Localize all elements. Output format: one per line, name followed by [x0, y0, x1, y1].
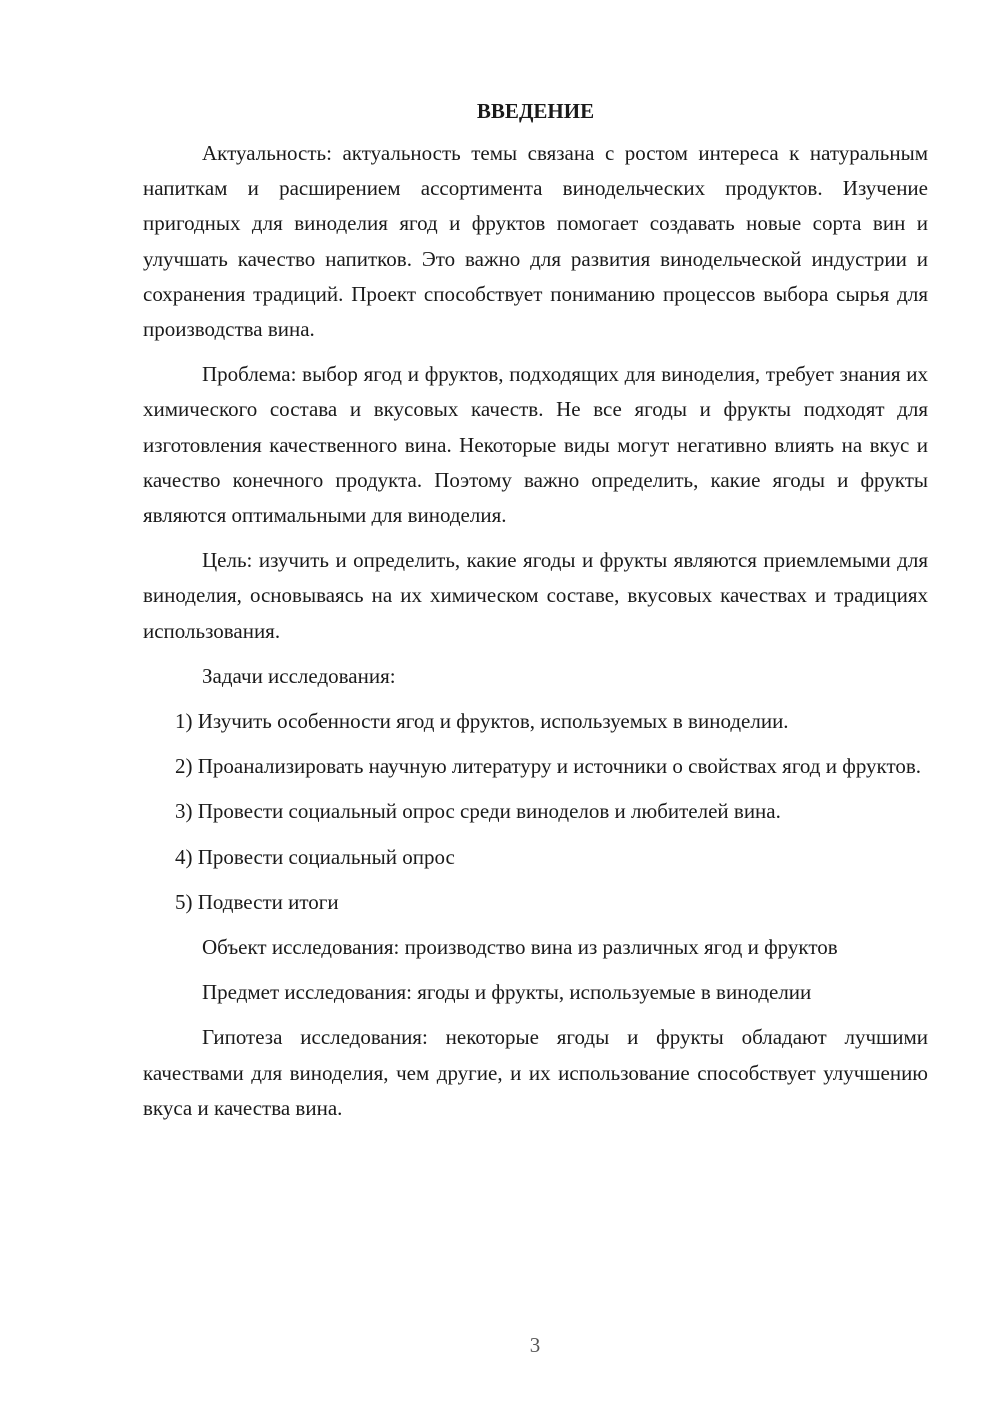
tasks-heading: Задачи исследования:	[202, 663, 396, 688]
task-item-3: 3) Провести социальный опрос среди виноделов и любителей вина.	[175, 799, 781, 824]
paragraph-object: Объект исследования: производство вина из различных ягод и фруктов	[202, 935, 838, 960]
task-item-4: 4) Провести социальный опрос	[175, 844, 455, 869]
section-title: ВВЕДЕНИЕ	[476, 99, 595, 123]
paragraph-problem: Проблема: выбор ягод и фруктов, подходящих для виноделия, требует знания их химического состава и вкусовых качеств. Не все ягоды и фрукты подходят для изготовления качественного вина. Некоторые виды могут негативно влиять на вкус и качество конечного продукта. Поэтому важно определить, какие ягоды и фрукты являются оптимальными для виноделия.	[143, 362, 928, 528]
paragraph-goal: Цель: изучить и определить, какие ягоды и фрукты являются приемлемыми для виноделия, основываясь на их химическом составе, вкусовых качествах и традициях использования.	[143, 548, 928, 643]
task-item-2: 2) Проанализировать научную литературу и источники о свойствах ягод и фруктов.	[175, 754, 922, 779]
paragraph-subject: Предмет исследования: ягоды и фрукты, используемые в виноделии	[202, 980, 812, 1005]
task-item-1: 1) Изучить особенности ягод и фруктов, используемых в виноделии.	[175, 709, 789, 734]
paragraph-hypothesis: Гипотеза исследования: некоторые ягоды и фрукты обладают лучшими качествами для виноделия, чем другие, и их использование способствует улучшению вкуса и качества вина.	[143, 1025, 928, 1120]
task-item-5: 5) Подвести итоги	[175, 889, 339, 914]
page-content	[143, 96, 928, 1136]
paragraph-relevance: Актуальность: актуальность темы связана с ростом интереса к натуральным напиткам и расширением ассортимента винодельческих продуктов. Изучение пригодных для виноделия ягод и фруктов помогает создавать новые сорта вин и улучшать качество напитков. Это важно для развития винодельческой индустрии и сохранения традиций. Проект способствует пониманию процессов выбора сырья для производства вина.	[143, 141, 928, 342]
page-number: 3	[529, 1333, 541, 1357]
